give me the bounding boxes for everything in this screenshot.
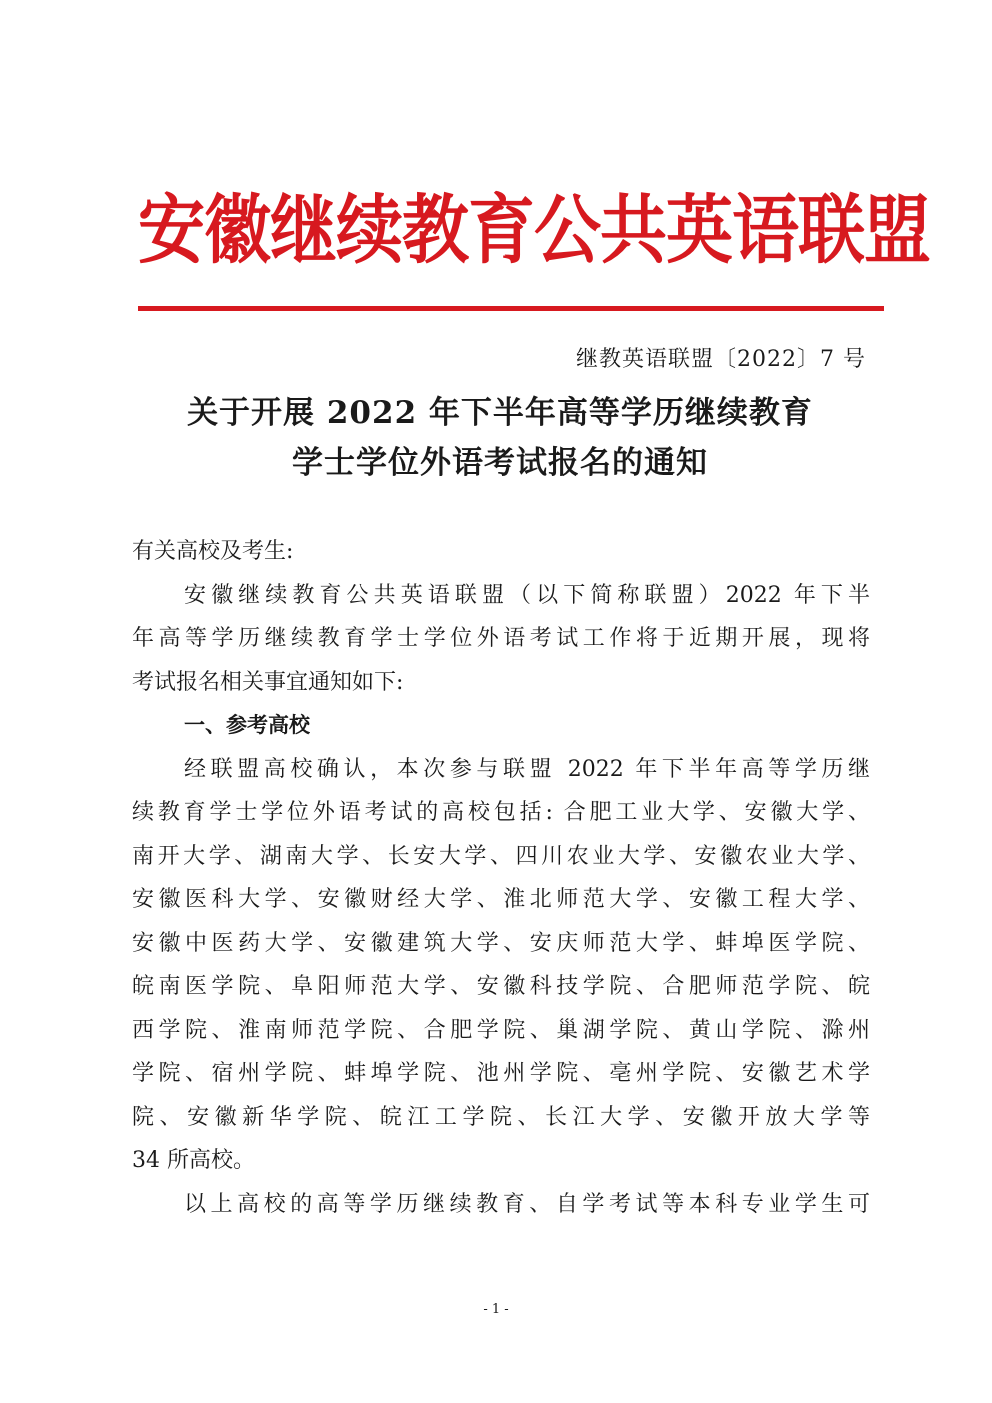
section-line: 西学院、淮南师范学院、合肥学院、巢湖学院、黄山学院、滁州 (132, 1017, 870, 1043)
intro-line: 年高等学历继续教育学士学位外语考试工作将于近期开展，现将 (132, 626, 870, 651)
continuation-line: 以上高校的高等学历继续教育、自学考试等本科专业学生可 (184, 1191, 870, 1217)
section-line: 院、安徽新华学院、皖江工学院、长江大学、安徽开放大学等 (132, 1104, 870, 1130)
section-line: 安徽中医药大学、安徽建筑大学、安庆师范大学、蚌埠医学院、 (132, 930, 870, 956)
page-number: - 1 - (483, 1302, 509, 1317)
section-heading: 一、参考高校 (184, 713, 310, 737)
section-line: 续教育学士学位外语考试的高校包括: 合肥工业大学、安徽大学、 (132, 800, 870, 825)
letterhead-red-rule (138, 306, 884, 311)
intro-line: 考试报名相关事宜通知如下: (132, 669, 404, 695)
section-line: 南开大学、湖南大学、长安大学、四川农业大学、安徽农业大学、 (132, 843, 870, 869)
title-line-2: 学士学位外语考试报名的通知 (292, 445, 708, 481)
letterhead-org-name: 安徽继续教育公共英语联盟 (138, 186, 930, 274)
section-line: 经联盟高校确认，本次参与联盟 2022 年下半年高等学历继 (184, 756, 870, 782)
title-line-1: 关于开展 2022 年下半年高等学历继续教育 (187, 395, 813, 431)
salutation: 有关高校及考生: (132, 539, 294, 564)
section-line: 皖南医学院、阜阳师范大学、安徽科技学院、合肥师范学院、皖 (132, 974, 870, 999)
document-body (132, 530, 870, 1226)
document-number: 继教英语联盟〔2022〕7 号 (576, 347, 866, 372)
document-title (130, 388, 870, 488)
section-line: 学院、宿州学院、蚌埠学院、池州学院、亳州学院、安徽艺术学 (132, 1061, 870, 1086)
intro-line: 安徽继续教育公共英语联盟（以下简称联盟）2022 年下半 (184, 582, 870, 608)
section-line: 34 所高校。 (132, 1148, 255, 1173)
section-line: 安徽医科大学、安徽财经大学、淮北师范大学、安徽工程大学、 (132, 887, 870, 912)
